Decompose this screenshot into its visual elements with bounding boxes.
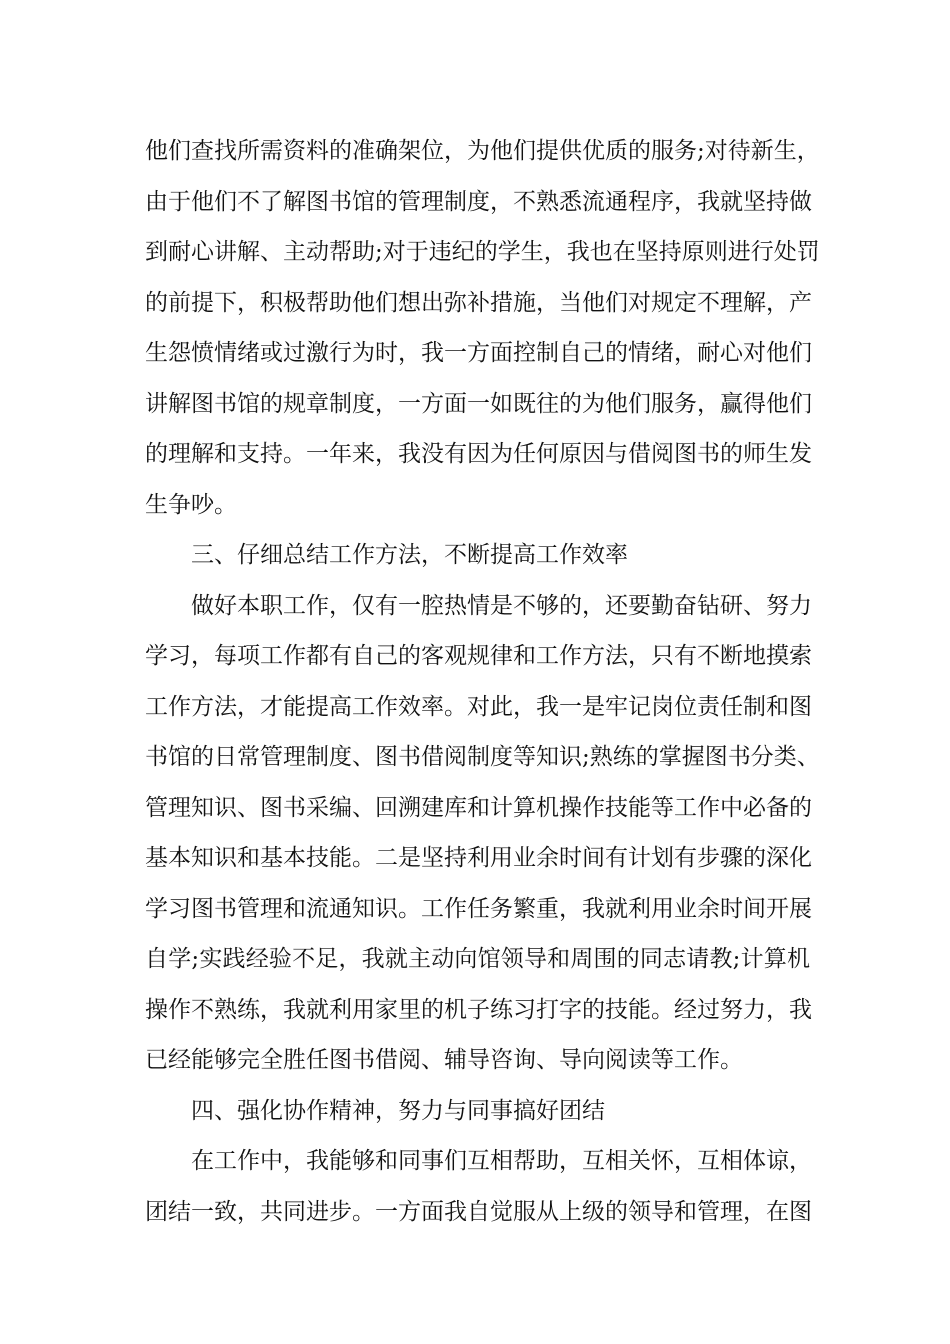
paragraph-first-line: 做好本职工作，仅有一腔热情是不够的，还要勤奋钻研、努力 (191, 593, 812, 619)
body-text-line: 学习图书管理和流通知识。工作任务繁重，我就利用业余时间开展 (145, 896, 812, 922)
body-text-line: 书馆的日常管理制度、图书借阅制度等知识;熟练的掌握图书分类、 (145, 744, 820, 770)
body-text-line: 工作方法，才能提高工作效率。对此，我一是牢记岗位责任制和图 (145, 694, 812, 720)
body-text-line: 基本知识和基本技能。二是坚持利用业余时间有计划有步骤的深化 (145, 845, 812, 871)
paragraph-first-line: 在工作中，我能够和同事们互相帮助，互相关怀，互相体谅， (191, 1148, 812, 1174)
body-text-line: 的前提下，积极帮助他们想出弥补措施，当他们对规定不理解，产 (145, 290, 812, 316)
body-text-line: 管理知识、图书采编、回溯建库和计算机操作技能等工作中必备的 (145, 795, 812, 821)
body-text-line: 学习，每项工作都有自己的客观规律和工作方法，只有不断地摸索 (145, 643, 812, 669)
body-text-line: 的理解和支持。一年来，我没有因为任何原因与借阅图书的师生发 (145, 441, 812, 467)
body-text-line: 到耐心讲解、主动帮助;对于违纪的学生，我也在坚持原则进行处罚 (145, 239, 820, 265)
body-text-line: 生争吵。 (145, 492, 237, 518)
body-text-line: 已经能够完全胜任图书借阅、辅导咨询、导向阅读等工作。 (145, 1047, 743, 1073)
section-heading: 四、强化协作精神，努力与同事搞好团结 (191, 1098, 605, 1124)
body-text-line: 他们查找所需资料的准确架位，为他们提供优质的服务;对待新生， (145, 138, 820, 164)
section-heading: 三、仔细总结工作方法，不断提高工作效率 (191, 542, 628, 568)
body-text-line: 团结一致，共同进步。一方面我自觉服从上级的领导和管理，在图 (145, 1199, 812, 1225)
body-text-line: 操作不熟练，我就利用家里的机子练习打字的技能。经过努力，我 (145, 997, 812, 1023)
body-text-line: 由于他们不了解图书馆的管理制度，不熟悉流通程序，我就坚持做 (145, 189, 812, 215)
body-text-line: 自学;实践经验不足，我就主动向馆领导和周围的同志请教;计算机 (145, 946, 810, 972)
body-text-line: 讲解图书馆的规章制度，一方面一如既往的为他们服务，赢得他们 (145, 391, 812, 417)
body-text-line: 生怨愤情绪或过激行为时，我一方面控制自己的情绪，耐心对他们 (145, 340, 812, 366)
